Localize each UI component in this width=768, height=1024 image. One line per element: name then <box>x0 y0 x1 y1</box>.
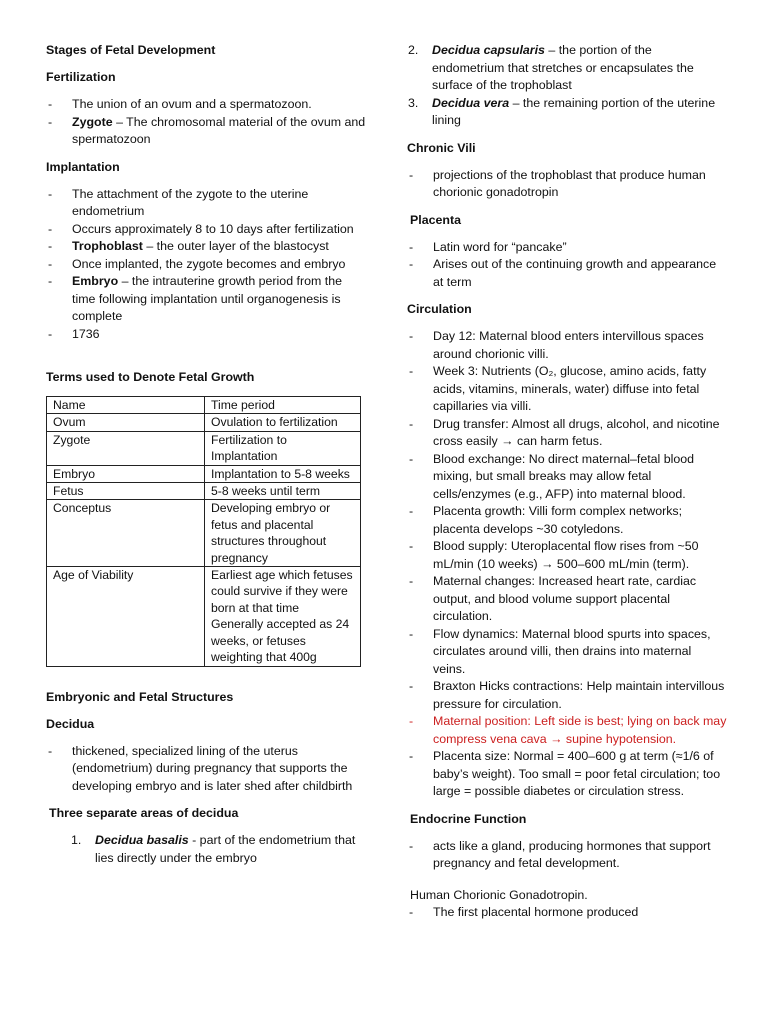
table-row <box>47 483 361 500</box>
list-item-text: acts like a gland, producing hormones that support pregnancy and fetal development. <box>433 838 711 870</box>
list-item <box>46 273 368 326</box>
list-item-text: The union of an ovum and a spermatozoon. <box>72 97 312 111</box>
circulation-heading: Circulation <box>407 302 472 316</box>
list-item-text: The attachment of the zygote to the uterine endometrium <box>72 186 309 218</box>
list-item-text: – The chromosomal material of the ovum and spermatozoon <box>72 114 366 146</box>
list-item-text: - part of the endometrium that lies directly under the embryo <box>95 833 356 865</box>
terms-heading: Terms used to Denote Fetal Growth <box>46 370 255 384</box>
table-header-row <box>47 397 361 414</box>
list-item <box>46 238 368 256</box>
hcg-heading: Human Chorionic Gonadotropin. <box>410 887 588 902</box>
list-item <box>46 256 368 274</box>
table-cell: Ovulation to fertilization <box>205 414 361 431</box>
list-item <box>46 743 368 796</box>
header-cell: Time period <box>205 397 361 414</box>
list-item <box>407 626 727 679</box>
list-item-text: Latin word for “pancake” <box>433 239 567 254</box>
list-item-text: Maternal changes: Increased heart rate, cardiac output, and blood volume support placental circulation. <box>433 574 697 623</box>
list-item-text: Day 12: Maternal blood enters intervillous spaces around chorionic villi. <box>433 329 704 361</box>
terms-table <box>46 396 361 667</box>
areas-heading: Three separate areas of decidua <box>49 806 239 820</box>
list-item <box>46 96 368 114</box>
list-item-highlighted <box>407 713 727 748</box>
placenta-list <box>407 239 727 292</box>
structures-heading: Embryonic and Fetal Structures <box>46 689 234 704</box>
chronic-heading: Chronic Vili <box>407 140 476 155</box>
list-item <box>407 503 727 538</box>
term: Decidua vera <box>432 95 510 110</box>
decidua-list <box>46 743 368 796</box>
page-title: Stages of Fetal Development <box>46 43 216 57</box>
list-item-text: Braxton Hicks contractions: Help maintain intervillous pressure for circulation. <box>433 679 725 711</box>
table-row <box>47 414 361 431</box>
cell-line: Generally accepted as 24 weeks, or fetuses weighting that 400g <box>211 617 350 665</box>
hcg-list <box>407 904 727 922</box>
table-cell: Embryo <box>47 465 205 482</box>
list-item <box>46 832 368 867</box>
table-cell: Conceptus <box>47 500 205 567</box>
list-number: 2. <box>408 43 419 57</box>
term: Decidua basalis <box>95 833 189 847</box>
implantation-list <box>46 186 368 344</box>
list-item <box>407 573 727 626</box>
list-item-text: Once implanted, the zygote becomes and embryo <box>72 256 346 271</box>
list-item-text: Week 3: Nutrients (O₂, glucose, amino acids, fatty acids, vitamins, minerals, water) diffuse into fetal capillaries via villi. <box>433 364 707 413</box>
right-column <box>407 42 727 921</box>
term: Zygote <box>72 114 113 129</box>
list-item <box>407 748 727 801</box>
header-cell: Name <box>47 397 205 414</box>
table-cell: Zygote <box>47 431 205 465</box>
table-cell: Fertilization to Implantation <box>205 431 361 465</box>
table-cell: Age of Viability <box>47 567 205 666</box>
list-item-text: Drug transfer: Almost all drugs, alcohol, and nicotine cross easily → can harm fetus. <box>433 416 720 448</box>
list-item-text: Arises out of the continuing growth and appearance at term <box>433 257 717 289</box>
list-item-text: Occurs approximately 8 to 10 days after fertilization <box>72 221 354 236</box>
fertilization-list <box>46 96 368 149</box>
list-item <box>407 167 727 202</box>
list-item <box>46 326 368 344</box>
list-number: 3. <box>408 95 419 110</box>
list-item <box>407 239 727 257</box>
cell-line: Earliest age which fetuses could survive if they were born at that time <box>211 568 353 615</box>
areas-list-continued <box>383 42 727 130</box>
circulation-list <box>407 328 727 801</box>
list-item <box>46 186 368 221</box>
term: Trophoblast <box>72 239 143 253</box>
list-item-text: thickened, specialized lining of the uterus (endometrium) during pregnancy that supports the developing embryo and is later shed after childbirth <box>72 743 353 793</box>
list-item-text: – the portion of the endometrium that stretches or encapsulates the surface of the trophoblast <box>432 43 694 92</box>
list-item <box>407 904 727 922</box>
table-row <box>47 431 361 465</box>
list-item-text: – the remaining portion of the uterine lining <box>432 95 716 127</box>
list-item <box>46 221 368 239</box>
fertilization-heading: Fertilization <box>46 70 116 84</box>
decidua-heading: Decidua <box>46 716 95 731</box>
table-cell: Ovum <box>47 414 205 431</box>
list-item-text: 1736 <box>72 326 100 341</box>
list-item <box>407 256 727 291</box>
left-column <box>46 42 368 867</box>
endocrine-heading: Endocrine Function <box>410 811 527 826</box>
table-cell: Fetus <box>47 483 205 500</box>
list-item <box>407 416 727 451</box>
list-item <box>383 95 727 130</box>
list-item-text: Blood exchange: No direct maternal–fetal blood mixing, but small breaks may allow fetal cells/enzymes (e.g., AFP) into maternal blood. <box>433 451 695 501</box>
term: Decidua capsularis <box>432 43 545 57</box>
endocrine-list <box>407 838 727 873</box>
list-number: 1. <box>71 833 82 847</box>
list-item-text: projections of the trophoblast that produce human chorionic gonadotropin <box>433 167 706 199</box>
table-cell: 5-8 weeks until term <box>205 483 361 500</box>
list-item <box>46 114 368 149</box>
list-item-text: Placenta size: Normal = 400–600 g at term (≈1/6 of baby’s weight). Too small = poor fetal circulation; too large = possible diabetes or circulation stress. <box>433 749 721 798</box>
list-item-text: The first placental hormone produced <box>433 904 639 919</box>
table-row <box>47 567 361 666</box>
list-item <box>407 538 727 573</box>
list-item-text: – the intrauterine growth period from the time following implantation until organogenesis is complete <box>72 274 342 323</box>
chronic-list <box>407 167 727 202</box>
implantation-heading: Implantation <box>46 159 120 174</box>
areas-list <box>46 832 368 867</box>
table-cell: Implantation to 5-8 weeks <box>205 465 361 482</box>
list-item-text: Blood supply: Uteroplacental flow rises from ~50 mL/min (10 weeks) → 500–600 mL/min (term). <box>433 539 699 571</box>
list-item-text: Maternal position: Left side is best; lying on back may compress vena cava → supine hypotension. <box>433 714 727 746</box>
list-item <box>407 451 727 504</box>
table-cell: Developing embryo or fetus and placental structures throughout pregnancy <box>205 500 361 567</box>
list-item-text: Flow dynamics: Maternal blood spurts into spaces, circulates around villi, then drains into maternal veins. <box>433 626 711 676</box>
list-item <box>407 678 727 713</box>
list-item-text: Placenta growth: Villi form complex networks; placenta develops ~30 cotyledons. <box>433 504 683 536</box>
table-row <box>47 500 361 567</box>
list-item <box>407 328 727 363</box>
placenta-heading: Placenta <box>410 212 461 227</box>
list-item <box>407 363 727 416</box>
term: Embryo <box>72 274 119 288</box>
list-item <box>407 838 727 873</box>
table-cell <box>205 567 361 666</box>
table-row <box>47 465 361 482</box>
list-item <box>383 42 727 95</box>
list-item-text: – the outer layer of the blastocyst <box>142 239 329 253</box>
